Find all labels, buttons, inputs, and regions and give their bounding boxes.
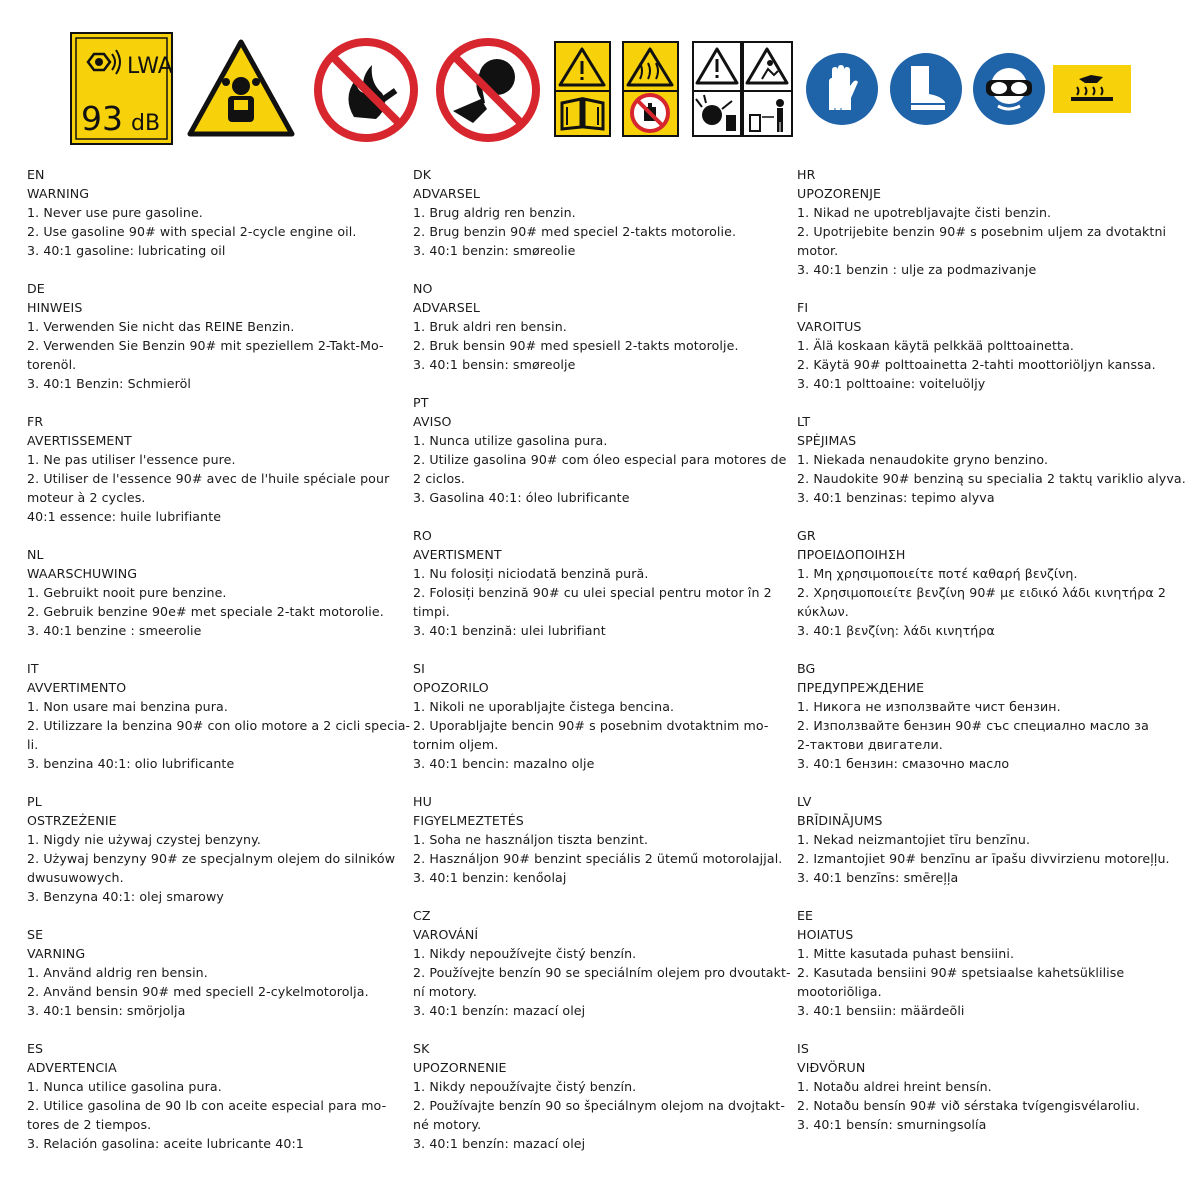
warning-heading: UPOZORENJE [797,186,882,201]
warning-line: 3. 40:1 bensin: smøreolje [413,357,576,372]
warning-line: 3. 40:1 benzīns: smēreļļa [797,870,959,885]
warning-line: 2. Gebruik benzine 90e# met speciale 2-takt motorolie. [27,604,384,619]
warning-block-sk [413,1039,788,1153]
warning-block-pt [413,393,788,507]
no-long-hair-icon [433,37,543,143]
warning-line: 1. Notaðu aldrei hreint bensín. [797,1079,992,1094]
warning-line: mootoriõliga. [797,984,882,999]
warning-line: 3. 40:1 bencin: mazalno olje [413,756,595,771]
warning-line: 1. Μη χρησιμοποιείτε ποτέ καθαρή βενζίνη. [797,566,1078,581]
wear-safety-boots-icon [889,52,963,126]
warning-line: 1. Nunca utilice gasolina pura. [27,1079,222,1094]
warning-block-cz [413,906,791,1020]
warning-line: 3. 40:1 bensin: smörjolja [27,1003,186,1018]
warning-line: 3. 40:1 benzín: mazací olej [413,1136,586,1151]
warning-heading: ПРЕДУПРЕЖДЕНИЕ [797,680,925,695]
language-code: NL [27,547,44,562]
wear-gloves-icon [805,52,879,126]
warning-heading: ADVARSEL [413,186,481,201]
warning-line: 1. Nikdy nepoužívajte čistý benzín. [413,1079,637,1094]
warning-line: 3. Benzyna 40:1: olej smarowy [27,889,224,904]
warning-heading: VARNING [27,946,86,961]
warning-heading: AVERTISSEMENT [27,433,132,448]
language-code: HR [797,167,816,182]
warning-line: κύκλων. [797,604,849,619]
language-code: FR [27,414,44,429]
language-code: NO [413,281,433,296]
warning-line: torenöl. [27,357,77,372]
warning-heading: AVVERTIMENTO [27,680,127,695]
warning-block-si [413,659,788,773]
warning-line: 1. Gebruikt nooit pure benzine. [27,585,227,600]
warning-heading: AVISO [413,414,452,429]
warning-line: 2. Käytä 90# polttoainetta 2-tahti moottoriöljyn kanssa. [797,357,1156,372]
warning-line: 2. Kasutada bensiini 90# spetsiaalse kahetsüklilise [797,965,1125,980]
warning-line: né motory. [413,1117,482,1132]
warning-line: motor. [797,243,839,258]
warning-line: 2. Folosiți benzină 90# cu ulei special pentru motor în 2 [413,585,772,600]
warning-line: 2. Utiliser de l'essence 90# avec de l'huile spéciale pour [27,471,390,486]
warning-heading: VAROITUS [797,319,862,334]
warning-block-lt [797,412,1186,507]
warning-line: 1. Mitte kasutada puhast bensiini. [797,946,1015,961]
language-code: EN [27,167,45,182]
language-code: GR [797,528,816,543]
warning-line: moteur à 2 cycles. [27,490,146,505]
wear-eye-protection-icon [972,52,1046,126]
language-code: RO [413,528,432,543]
warning-block-ro [413,526,788,640]
warning-line: 2-тактови двигатели. [797,737,943,752]
warning-line: 2. Χρησιμοποιείτε βενζίνη 90# με ειδικό λάδι κινητήρα 2 [797,585,1166,600]
warning-line: 2. Verwenden Sie Benzin 90# mit speziellem 2-Takt-Mo- [27,338,384,353]
warning-line: 3. 40:1 gasoline: lubricating oil [27,243,226,258]
warning-block-fi [797,298,1172,393]
warning-block-hr [797,165,1172,279]
language-code: CZ [413,908,431,923]
warning-line: 2. Utilice gasolina de 90 lb con aceite especial para mo- [27,1098,387,1113]
language-code: DE [27,281,45,296]
warning-line: 2. Używaj benzyny 90# ze specjalnym olejem do silników [27,851,396,866]
warning-line: 3. 40:1 βενζίνη: λάδι κινητήρα [797,623,995,638]
warning-heading: ADVERTENCIA [27,1060,117,1075]
warning-line: dwusuwowych. [27,870,124,885]
warning-line: 3. 40:1 benzin: smøreolie [413,243,576,258]
warning-line: 3. Relación gasolina: aceite lubricante 40:1 [27,1136,304,1151]
warning-line: 1. Non usare mai benzina pura. [27,699,228,714]
warning-line: 2. Brug benzin 90# med speciel 2-takts motorolie. [413,224,737,239]
warning-line: 1. Ne pas utiliser l'essence pure. [27,452,236,467]
warning-heading: FIGYELMEZTETÉS [413,813,524,828]
warning-line: 3. 40:1 benzin: kenőolaj [413,870,567,885]
warning-line: 2 ciclos. [413,471,466,486]
language-code: PL [27,794,42,809]
warning-heading: UPOZORNENIE [413,1060,507,1075]
warning-block-no [413,279,788,374]
warning-line: 3. 40:1 benzine : smeerolie [27,623,202,638]
warning-line: 2. Upotrijebite benzin 90# s posebnim uljem za dvotaktni [797,224,1167,239]
hot-surface-icon [1053,65,1131,113]
warning-heading: VIÐVÖRUN [797,1060,866,1075]
warning-line: tores de 2 tiempos. [27,1117,152,1132]
warning-block-ee [797,906,1172,1020]
warning-heading: BRĪDINĀJUMS [797,813,883,828]
warning-line: 1. Nikad ne upotrebljavajte čisti benzin. [797,205,1052,220]
warning-block-se [27,925,402,1020]
warning-line: tornim oljem. [413,737,499,752]
warnings-column-2 [413,165,791,1172]
warning-line: 3. 40:1 polttoaine: voiteluöljy [797,376,986,391]
no-open-flame-icon [312,37,420,143]
warning-line: 3. 40:1 бензин: смазочно масло [797,756,1010,771]
warnings-column-1 [27,165,411,1172]
warning-line: 2. Utilize gasolina 90# com óleo especial para motores de [413,452,787,467]
warning-line: 3. 40:1 bensín: smurningsolía [797,1117,987,1132]
noise-label: LWA [127,54,173,79]
warning-heading: AVERTISMENT [413,547,502,562]
warning-block-fr [27,412,402,526]
warning-heading: OPOZORILO [413,680,489,695]
language-code: EE [797,908,814,923]
language-code: SK [413,1041,430,1056]
language-code: HU [413,794,432,809]
warning-line: 2. Izmantojiet 90# benzīnu ar īpašu divvirzienu motoreļļu. [797,851,1170,866]
language-code: SI [413,661,425,676]
warning-block-bg [797,659,1172,773]
language-code: FI [797,300,809,315]
warning-line: ní motory. [413,984,477,999]
warning-line: 2. Használjon 90# benzint speciális 2 ütemű motorolajjal. [413,851,783,866]
language-code: LT [797,414,811,429]
warning-block-nl [27,545,402,640]
warning-heading: HINWEIS [27,300,83,315]
warning-line: 1. Nigdy nie używaj czystej benzyny. [27,832,261,847]
warning-line: 3. 40:1 Benzin: Schmieröl [27,376,192,391]
language-code: ES [27,1041,44,1056]
warning-block-pl [27,792,402,906]
warning-line: 40:1 essence: huile lubrifiante [27,509,222,524]
warning-heading: VAROVÁNÍ [413,927,479,942]
warning-line: 1. Never use pure gasoline. [27,205,203,220]
warning-line: 2. Naudokite 90# benziną su specialia 2 taktų variklio alyva. [797,471,1186,486]
warning-line: 3. 40:1 benzin : ulje za podmazivanje [797,262,1037,277]
warning-line: 3. 40:1 bensiin: määrdeõli [797,1003,965,1018]
warning-line: 2. Uporabljajte bencin 90# s posebnim dvotaktnim mo- [413,718,769,733]
flying-objects-warning-icon [692,41,742,137]
warning-block-is [797,1039,1172,1134]
warning-line: 1. Brug aldrig ren benzin. [413,205,576,220]
warning-line: 2. Používajte benzín 90 so špeciálnym olejom na dvojtakt- [413,1098,785,1113]
warning-line: 3. 40:1 benzină: ulei lubrifiant [413,623,606,638]
warning-heading: OSTRZEŻENIE [27,813,117,828]
warning-line: 1. Nikoli ne uporabljajte čistega bencina. [413,699,675,714]
warning-block-it [27,659,411,773]
warning-line: li. [27,737,39,752]
warning-block-dk [413,165,788,260]
noise-unit: dB [131,111,161,136]
warning-line: 2. Utilizzare la benzina 90# con olio motore a 2 cicli specia- [27,718,411,733]
warning-line: 1. Verwenden Sie nicht das REINE Benzin. [27,319,295,334]
language-code: PT [413,395,429,410]
hot-surface-no-touch-icon [622,41,679,137]
warning-line: 2. Use gasoline 90# with special 2-cycle engine oil. [27,224,357,239]
warning-line: 1. Nunca utilize gasolina pura. [413,433,608,448]
warning-heading: WARNING [27,186,90,201]
warning-line: 3. 40:1 benzín: mazací olej [413,1003,586,1018]
wear-respirator-warning-icon [186,38,296,138]
warning-line: 1. Använd aldrig ren bensin. [27,965,208,980]
warning-block-gr [797,526,1172,640]
safety-sign-row [0,0,1200,150]
warning-line: 3. benzina 40:1: olio lubrificante [27,756,235,771]
warning-line: timpi. [413,604,450,619]
noise-value: 93 [81,99,123,138]
warning-line: 1. Nikdy nepoužívejte čistý benzín. [413,946,637,961]
warning-heading: ADVARSEL [413,300,481,315]
warning-line: 2. Използвайте бензин 90# със специално масло за [797,718,1149,733]
language-code: DK [413,167,432,182]
warning-line: 1. Nu folosiți niciodată benzină pură. [413,566,649,581]
warning-heading: SPĖJIMAS [797,433,857,448]
warning-heading: HOIATUS [797,927,854,942]
warning-block-en [27,165,402,260]
warning-line: 2. Använd bensin 90# med speciell 2-cykelmotorolja. [27,984,369,999]
language-code: LV [797,794,812,809]
language-code: IT [27,661,39,676]
warning-block-hu [413,792,788,887]
keep-distance-15m-icon [742,41,793,137]
language-code: IS [797,1041,809,1056]
warning-block-de [27,279,402,393]
warning-line: 2. Používejte benzín 90 se speciálním olejem pro dvoutakt- [413,965,791,980]
warning-block-es [27,1039,402,1153]
warning-line: 3. 40:1 benzinas: tepimo alyva [797,490,995,505]
warning-line: 3. Gasolina 40:1: óleo lubrificante [413,490,630,505]
warning-line: 1. Soha ne használjon tiszta benzint. [413,832,649,847]
warning-block-lv [797,792,1172,887]
warning-line: 1. Bruk aldri ren bensin. [413,319,567,334]
warning-line: 1. Niekada nenaudokite gryno benzino. [797,452,1049,467]
warnings-column-3 [797,165,1186,1153]
noise-level-icon [70,32,173,145]
warning-line: 2. Notaðu bensín 90# við sérstaka tvígengisvélaroliu. [797,1098,1140,1113]
warning-line: 1. Nekad neizmantojiet tīru benzīnu. [797,832,1031,847]
warning-heading: WAARSCHUWING [27,566,138,581]
warning-heading: ΠΡΟΕΙΔΟΠΟΙΗΣΗ [797,547,906,562]
language-code: BG [797,661,816,676]
language-code: SE [27,927,44,942]
warning-line: 1. Älä koskaan käytä pelkkää polttoainetta. [797,338,1075,353]
warning-line: 2. Bruk bensin 90# med spesiell 2-takts motorolje. [413,338,739,353]
read-manual-icon [554,41,611,137]
warning-line: 1. Никога не използвайте чист бензин. [797,699,1061,714]
